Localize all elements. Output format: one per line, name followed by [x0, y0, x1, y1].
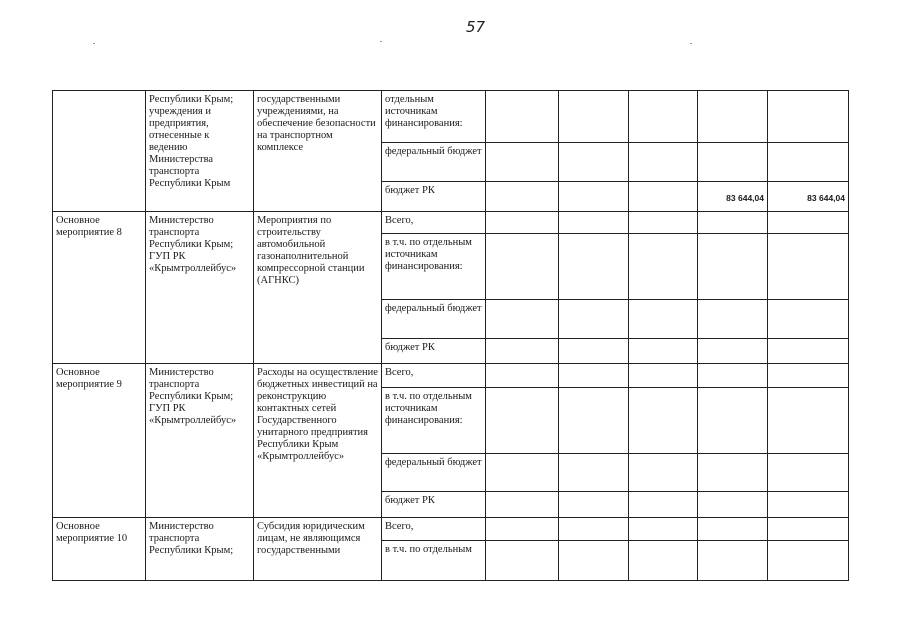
financing-table: [52, 90, 849, 581]
executor-cell: Министерство транспорта Республики Крым; ГУП РК «Крымтроллейбус»: [146, 212, 254, 364]
funding-source-cell: в т.ч. по отдельным источникам финансирования:: [382, 388, 486, 454]
amount-cell: 83 644,04: [768, 182, 849, 212]
measure-label-cell: Основное мероприятие 10: [53, 518, 146, 581]
amount-cell: 83 644,04: [698, 182, 768, 212]
measure-label-cell: [53, 91, 146, 212]
table-row: [53, 91, 849, 143]
scan-speck: [380, 41, 382, 42]
funding-source-cell: бюджет РК: [382, 182, 486, 212]
funding-source-cell: федеральный бюджет: [382, 454, 486, 492]
measure-name-cell: Субсидия юридическим лицам, не являющимся государственными: [254, 518, 382, 581]
executor-cell: Республики Крым; учреждения и предприятия, отнесенные к ведению Министерства транспорта Республики Крым: [146, 91, 254, 212]
funding-source-cell: Всего,: [382, 518, 486, 541]
funding-source-cell: в т.ч. по отдельным источникам финансирования:: [382, 234, 486, 300]
scan-speck: [93, 43, 95, 44]
funding-source-cell: Всего,: [382, 212, 486, 234]
funding-source-cell: в т.ч. по отдельным: [382, 541, 486, 581]
measure-name-cell: Мероприятия по строительству автомобильной газонаполнительной компрессорной станции (АГНКС): [254, 212, 382, 364]
table-row: [53, 212, 849, 234]
measure-name-cell: государственными учреждениями, на обеспечение безопасности на транспортном комплексе: [254, 91, 382, 212]
funding-source-cell: федеральный бюджет: [382, 143, 486, 182]
funding-source-cell: отдельным источникам финансирования:: [382, 91, 486, 143]
table-row: [53, 518, 849, 541]
measure-label-cell: Основное мероприятие 8: [53, 212, 146, 364]
page-number: 57: [466, 18, 486, 36]
table-row: [53, 364, 849, 388]
measure-name-cell: Расходы на осуществление бюджетных инвестиций на реконструкцию контактных сетей Государственного унитарного предприятия Республики Крым «Крымтроллейбус»: [254, 364, 382, 518]
executor-cell: Министерство транспорта Республики Крым; ГУП РК «Крымтроллейбус»: [146, 364, 254, 518]
measure-label-cell: Основное мероприятие 9: [53, 364, 146, 518]
scan-speck: [690, 43, 692, 44]
funding-source-cell: Всего,: [382, 364, 486, 388]
funding-source-cell: бюджет РК: [382, 339, 486, 364]
funding-source-cell: бюджет РК: [382, 492, 486, 518]
executor-cell: Министерство транспорта Республики Крым;: [146, 518, 254, 581]
funding-source-cell: федеральный бюджет: [382, 300, 486, 339]
